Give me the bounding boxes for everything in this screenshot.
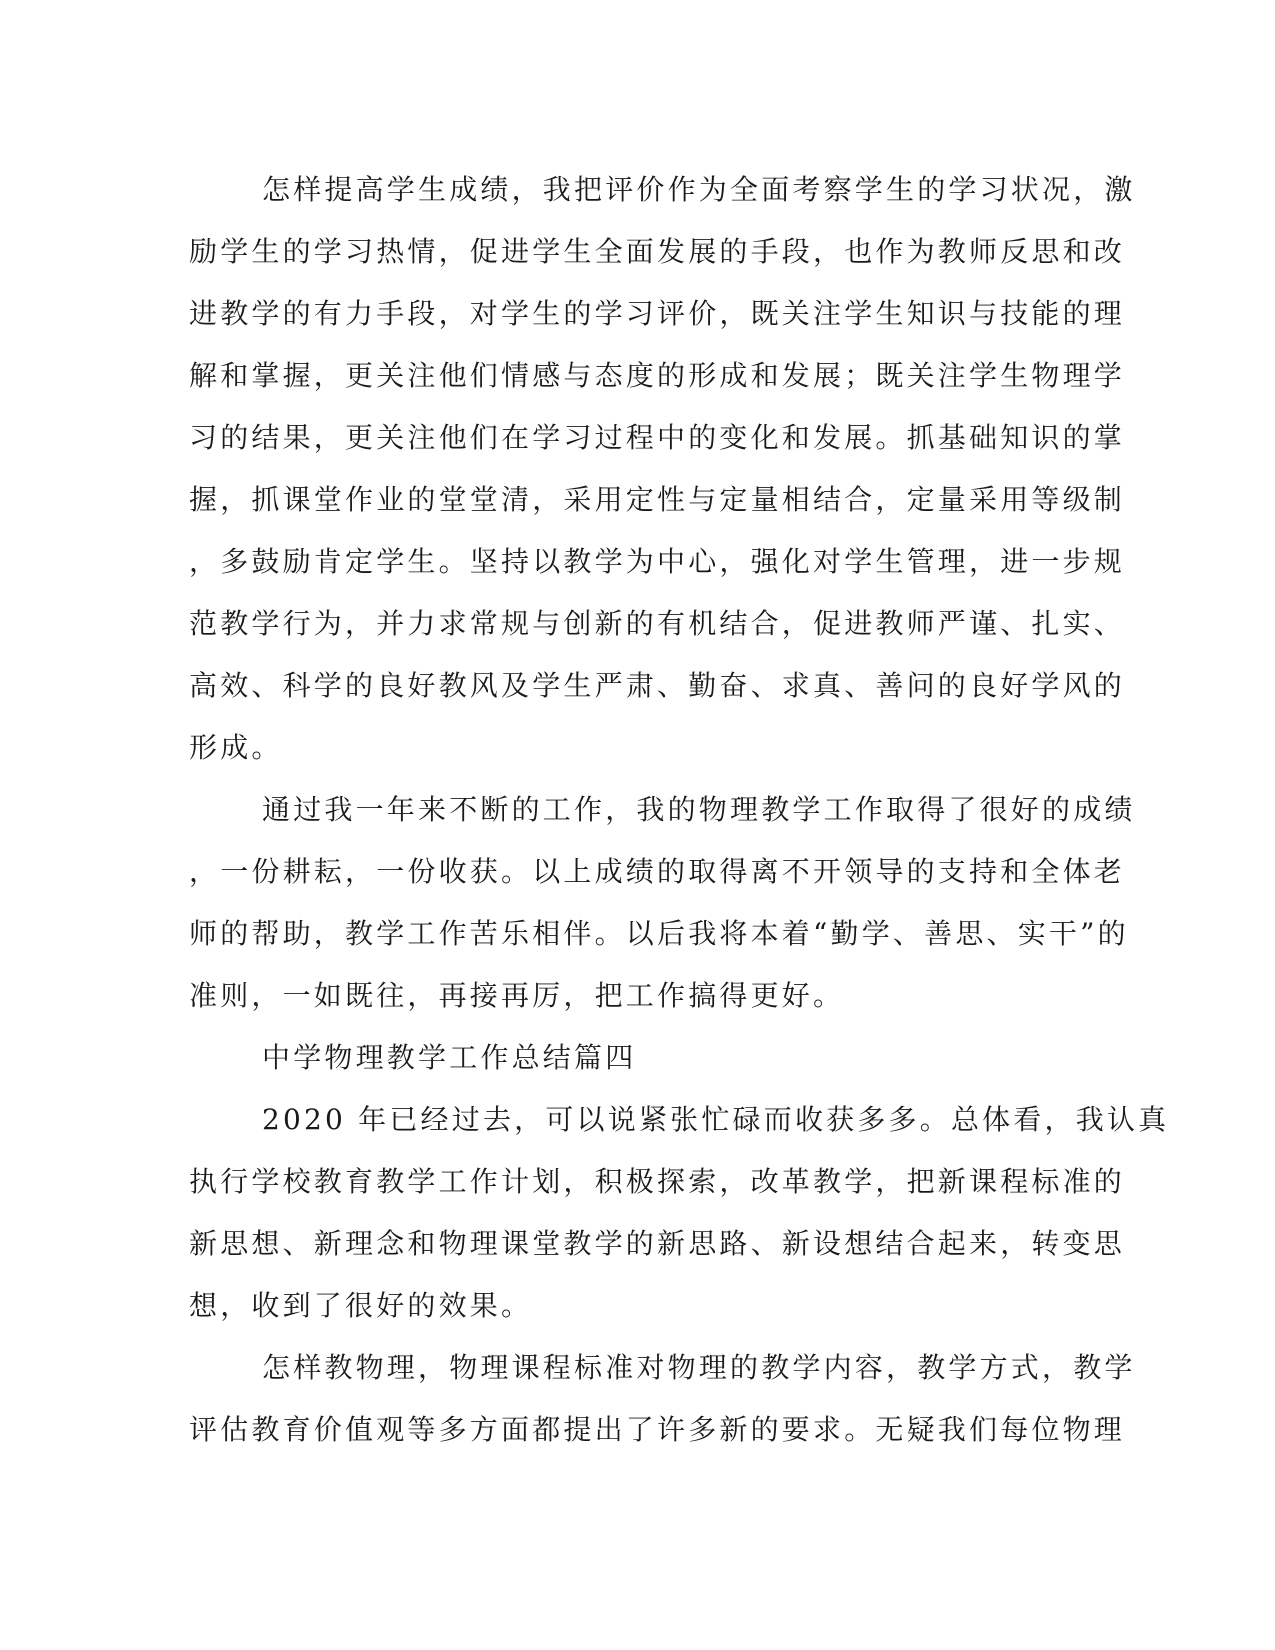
paragraph-line: 2020 年已经过去，可以说紧张忙碌而收获多多。总体看，我认真 [262,1103,1170,1136]
paragraph-line: 评估教育价值观等多方面都提出了许多新的要求。无疑我们每位物理 [189,1413,1126,1446]
paragraph-line: 准则，一如既往，再接再厉，把工作搞得更好。 [189,979,845,1012]
paragraph-line: ，一份耕耘，一份收获。以上成绩的取得离不开领导的支持和全体老 [189,855,1126,888]
paragraph-line: 怎样教物理，物理课程标准对物理的教学内容，教学方式，教学 [262,1351,1136,1384]
paragraph-line: 范教学行为，并力求常规与创新的有机结合，促进教师严谨、扎实、 [189,607,1126,640]
paragraph-line: 励学生的学习热情，促进学生全面发展的手段，也作为教师反思和改 [189,235,1126,268]
paragraph-line: 想，收到了很好的效果。 [189,1289,533,1322]
paragraph-line: 握，抓课堂作业的堂堂清，采用定性与定量相结合，定量采用等级制 [189,483,1126,516]
body-text [189,159,1170,1461]
paragraph-line: 解和掌握，更关注他们情感与态度的形成和发展；既关注学生物理学 [189,359,1126,392]
paragraph-line: 师的帮助，教学工作苦乐相伴。以后我将本着“勤学、善思、实干”的 [189,917,1129,950]
paragraph-line: 进教学的有力手段，对学生的学习评价，既关注学生知识与技能的理 [189,297,1126,330]
paragraph-line: 高效、科学的良好教风及学生严肃、勤奋、求真、善问的良好学风的 [189,669,1126,702]
section-heading: 中学物理教学工作总结篇四 [262,1041,637,1074]
paragraph-line: 新思想、新理念和物理课堂教学的新思路、新设想结合起来，转变思 [189,1227,1126,1260]
paragraph-line: 通过我一年来不断的工作，我的物理教学工作取得了很好的成绩 [262,793,1136,826]
paragraph-line: 执行学校教育教学工作计划，积极探索，改革教学，把新课程标准的 [189,1165,1126,1198]
paragraph-line: 怎样提高学生成绩，我把评价作为全面考察学生的学习状况，激 [262,173,1136,206]
paragraph-line: 习的结果，更关注他们在学习过程中的变化和发展。抓基础知识的掌 [189,421,1126,454]
paragraph-line: 形成。 [189,731,283,764]
paragraph-line: ，多鼓励肯定学生。坚持以教学为中心，强化对学生管理，进一步规 [189,545,1126,578]
